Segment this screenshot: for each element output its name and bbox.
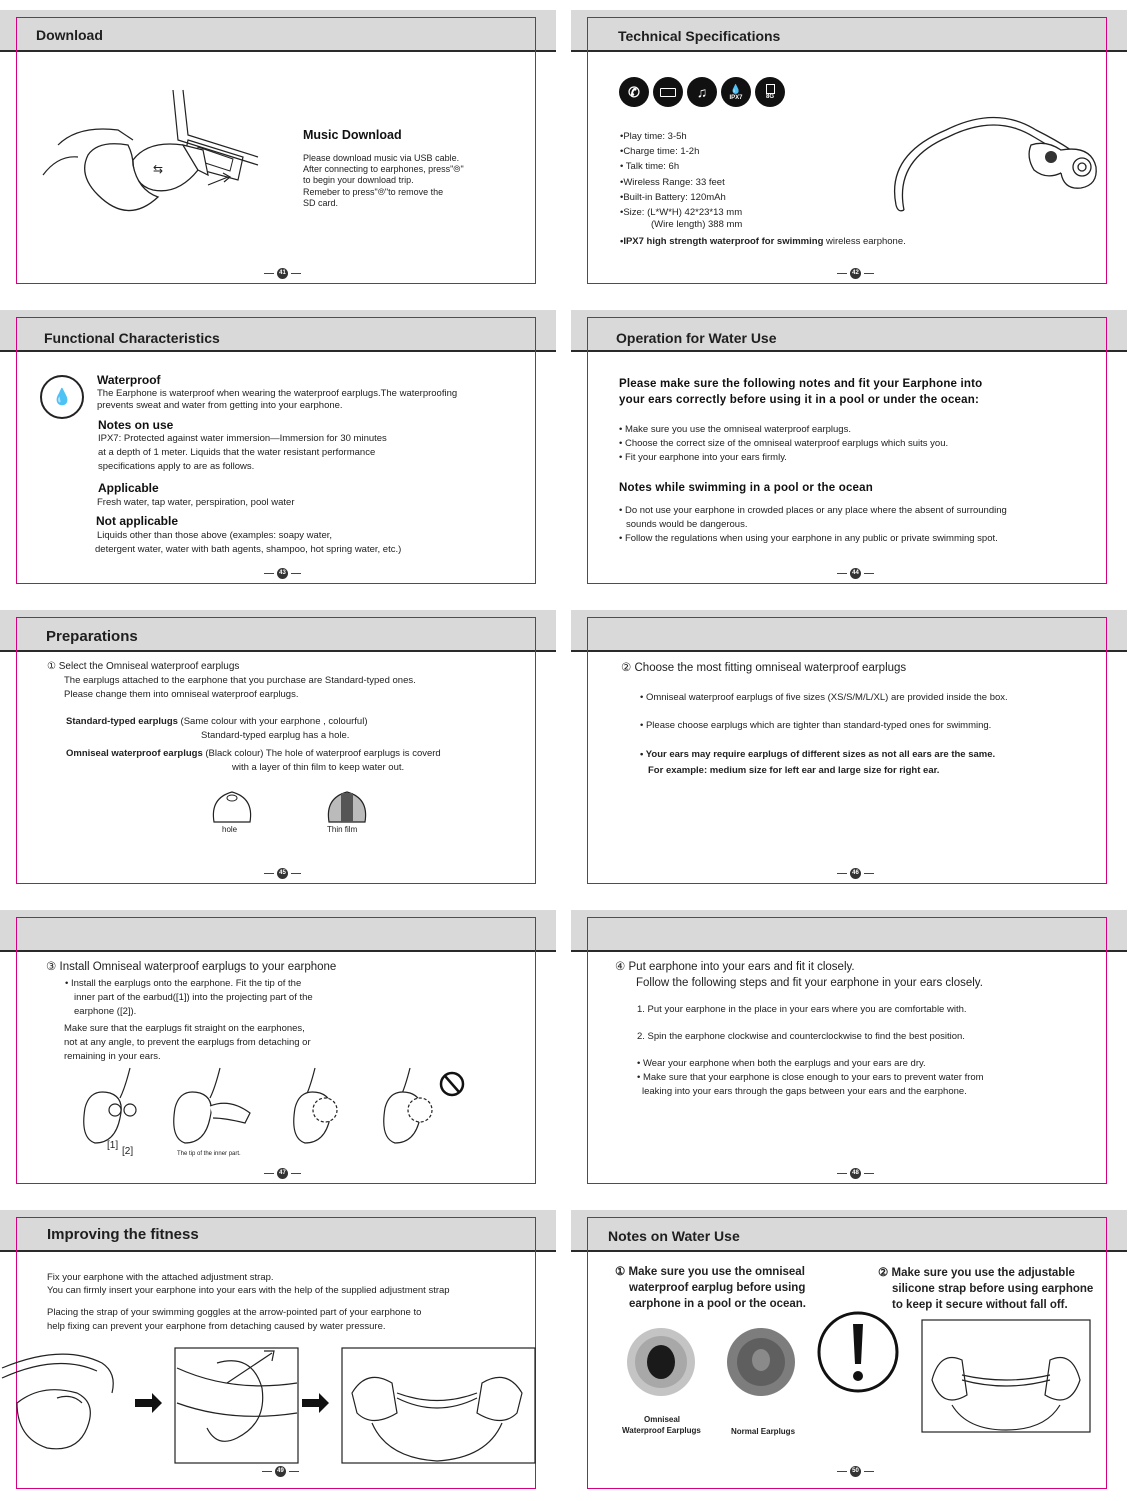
install-line-6: remaining in your ears. [64,1051,161,1062]
strap-illustration [2,1343,537,1468]
svg-text:⇆: ⇆ [153,162,164,176]
page-43 [0,300,556,588]
intro-line-2: your ears correctly before using it in a pool or under the ocean: [619,394,979,406]
spec-size: •Size: (L*W*H) 42*23*13 mm [620,207,743,218]
fitness-line-2: You can firmly insert your earphone into your ears with the help of the supplied adjustment strap [47,1285,450,1296]
music-download-title: Music Download [303,128,402,142]
waterproof-line-1: The Earphone is waterproof when wearing the waterproof earplugs.The waterproofing [97,388,458,399]
spec-wireless-range: •Wireless Range: 33 feet [620,177,725,188]
applicable-heading: Applicable [98,481,159,495]
not-applicable-line-1: Liquids other than those above (examples: soapy water, [97,530,333,541]
download-line-4: Remeber to press"⦾"to remove the [303,187,444,197]
fit-step-2: 2. Spin the earphone clockwise and counterclockwise to find the best position. [637,1031,965,1042]
download-line-2: After connecting to earphones, press"⦾" [303,164,464,174]
page-number: 50 [837,1466,874,1477]
fitness-line-4: help fixing can prevent your earphone from detaching caused by water pressure. [47,1321,386,1332]
step-3: ③ Install Omniseal waterproof earplugs to your earphone [46,961,337,973]
bullet-tighter: • Please choose earplugs which are tighter than standard-typed ones for swimming. [640,720,992,731]
page-title: Download [36,27,103,43]
note-2-line-1: ② Make sure you use the adjustable [878,1267,1075,1279]
usb-laptop-illustration [38,85,278,235]
fitness-line-1: Fix your earphone with the attached adjustment strap. [47,1272,274,1283]
phone-icon: ✆ [619,77,649,107]
normal-earplug-image [726,1327,796,1397]
battery-icon [653,77,683,107]
install-line-5: not at any angle, to prevent the earplugs from detaching or [64,1037,311,1048]
notes-line-1: IPX7: Protected against water immersion—Immersion for 30 minutes [98,433,387,444]
page-number: 49 [262,1466,299,1477]
page-title: Operation for Water Use [616,330,777,346]
bullet-different-sizes: • Your ears may require earplugs of different sizes as not all ears are the same. [640,749,996,760]
fit-bullet-2: • Make sure that your earphone is close enough to your ears to prevent water from [637,1072,984,1083]
page-title: Notes on Water Use [608,1228,740,1244]
page-45 [0,600,556,888]
page-number: 41 [264,268,301,279]
notes-line-3: specifications apply to are as follows. [98,461,255,472]
page-46 [571,600,1127,888]
tip-caption: The tip of the inner part. [177,1151,241,1157]
page-number: 43 [264,568,301,579]
page-number: 45 [264,868,301,879]
page-title: Technical Specifications [618,28,781,44]
thin-film-label: Thin film [327,825,358,834]
not-applicable-line-2: detergent water, water with bath agents, shampoo, hot spring water, etc.) [95,544,402,555]
strap-hands-illustration [922,1320,1090,1432]
step-4-sub: Follow the following steps and fit your earphone in your ears closely. [636,977,983,989]
swim-bullet-1: • Do not use your earphone in crowded places or any place where the absent of surrounding [619,505,1007,516]
warning-exclamation-icon [816,1310,900,1394]
swim-heading: Notes while swimming in a pool or the ocean [619,482,873,494]
note-1-line-2: waterproof earplug before using [629,1282,806,1294]
fit-bullet-3: leaking into your ears through the gaps between your ears and the earphone. [642,1086,967,1097]
install-line-3: earphone ([2]). [74,1006,137,1017]
note-2-line-3: to keep it secure without fall off. [892,1299,1068,1311]
page-number: 47 [264,1168,301,1179]
omniseal-label-1: Omniseal [644,1415,681,1424]
page-44 [571,300,1127,588]
fit-bullet-1: • Wear your earphone when both the earplugs and your ears are dry. [637,1058,926,1069]
page-number: 44 [837,568,874,579]
standard-earplugs: Standard-typed earplugs (Same colour with your earphone , colourful) [66,716,368,727]
ipx7-icon: 💧 IPX7 [721,77,751,107]
page-number: 46 [837,868,874,879]
page-title: Improving the fitness [47,1226,199,1243]
spec-play-time: •Play time: 3-5h [620,131,687,142]
swim-bullet-3: • Follow the regulations when using your earphone in any public or private swimming spot. [619,533,998,544]
page-49 [0,1200,556,1501]
thin-film-earplug-illustration [325,788,370,824]
bullet-example: For example: medium size for left ear and large size for right ear. [648,765,940,776]
page-48 [571,900,1127,1188]
notes-line-2: at a depth of 1 meter. Liquids that the water resistant performance [98,447,376,458]
page-number: 48 [837,1168,874,1179]
spec-charge-time: •Charge time: 1-2h [620,146,700,157]
hole-label: hole [222,825,238,834]
bullet-sizes: • Omniseal waterproof earplugs of five sizes (XS/S/M/L/XL) are provided inside the box. [640,692,1008,703]
label-1: [1] [107,1140,119,1151]
spec-waterproof: •IPX7 high strength waterproof for swimming wireless earphone. [620,236,906,247]
note-2-line-2: silicone strap before using earphone [892,1283,1094,1295]
omniseal-earplugs-line-2: with a layer of thin film to keep water out. [232,762,405,773]
omniseal-label-2: Waterproof Earplugs [622,1426,701,1435]
not-applicable-heading: Not applicable [96,514,179,528]
bullet-3: • Fit your earphone into your ears firmly. [619,452,787,463]
bullet-2: • Choose the correct size of the omniseal waterproof earplugs which suits you. [619,438,949,449]
page-42 [571,0,1127,288]
fitness-line-3: Placing the strap of your swimming goggles at the arrow-pointed part of your earphone to [47,1307,422,1318]
waterproof-line-2: prevents sweat and water from getting into your earphone. [97,400,343,411]
standard-earplugs-line-2: Standard-typed earplug has a hole. [201,730,350,741]
memory-icon: 8G [755,77,785,107]
page-41 [0,0,556,288]
note-1-line-1: ① Make sure you use the omniseal [615,1266,805,1278]
spec-talk-time: • Talk time: 6h [620,161,680,172]
earphone-illustration [886,95,1101,225]
waterdrop-icon: 💧 [40,375,84,419]
page-title: Preparations [46,628,138,645]
swim-bullet-2: sounds would be dangerous. [626,519,748,530]
intro-line-1: Please make sure the following notes and fit your Earphone into [619,378,983,390]
omniseal-earplug-image [626,1327,696,1397]
install-line-4: Make sure that the earplugs fit straight on the earphones, [64,1023,305,1034]
download-line-3: to begin your download trip. [303,175,414,185]
music-icon: ♫ [687,77,717,107]
step-2: ② Choose the most fitting omniseal waterproof earplugs [621,662,907,674]
page-number: 42 [837,268,874,279]
label-2: [2] [122,1146,134,1157]
applicable-line: Fresh water, tap water, perspiration, pool water [97,497,295,508]
spec-wire-length: (Wire length) 388 mm [651,219,743,230]
page-frame [587,917,1107,1184]
waterproof-heading: Waterproof [97,373,161,387]
page-title: Functional Characteristics [44,330,220,346]
install-steps-illustration [75,1068,475,1158]
step-4: ④ Put earphone into your ears and fit it closely. [615,961,855,973]
page-50 [571,1200,1127,1501]
spec-battery: •Built-in Battery: 120mAh [620,192,726,203]
bullet-1: • Make sure you use the omniseal waterproof earplugs. [619,424,851,435]
step-1: ① Select the Omniseal waterproof earplugs [47,661,240,672]
download-line-1: Please download music via USB cable. [303,153,460,163]
download-line-5: SD card. [303,198,339,208]
hole-earplug-illustration [210,788,255,824]
note-1-line-3: earphone in a pool or the ocean. [629,1298,806,1310]
prep-line-2: Please change them into omniseal waterproof earplugs. [64,689,299,700]
notes-heading: Notes on use [98,418,174,432]
prep-line-1: The earplugs attached to the earphone that you purchase are Standard-typed ones. [64,675,416,686]
omniseal-earplugs: Omniseal waterproof earplugs (Black colour) The hole of waterproof earplugs is coverd [66,748,441,759]
fit-step-1: 1. Put your earphone in the place in your ears where you are comfortable with. [637,1004,967,1015]
normal-label: Normal Earplugs [731,1427,796,1436]
install-line-1: • Install the earplugs onto the earphone. Fit the tip of the [65,978,302,989]
page-47 [0,900,556,1188]
install-line-2: inner part of the earbud([1]) into the projecting part of the [74,992,313,1003]
